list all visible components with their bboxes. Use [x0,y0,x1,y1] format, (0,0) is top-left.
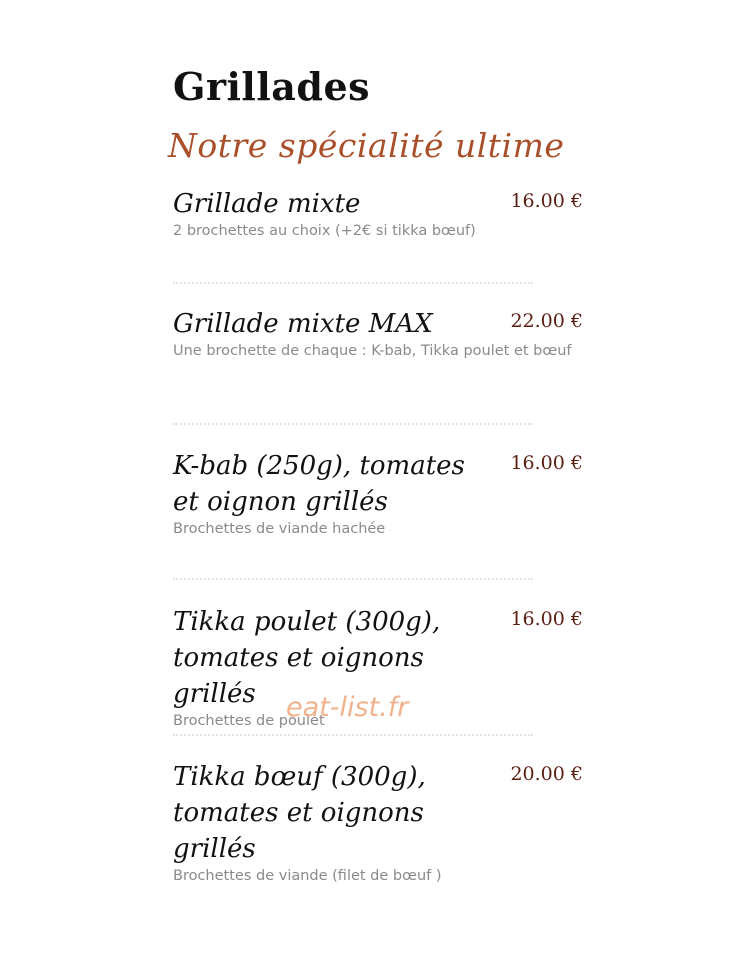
watermark: eat-list.fr [286,692,409,723]
section-title: Grillades [173,64,371,109]
section-subtitle: Notre spécialité ultime [168,126,565,165]
item-description: Brochettes de viande hachée [173,521,386,537]
item-description: 2 brochettes au choix (+2€ si tikka bœuf) [173,223,476,239]
item-description: Brochettes de viande (filet de bœuf ) [173,868,442,884]
divider [173,734,533,736]
menu-item [173,448,583,537]
item-name: Grillade mixte MAX [173,309,433,339]
item-name: K-bab (250g), tomates et oignon grillés [173,451,465,517]
item-price: 16.00 € [510,190,583,212]
item-name: Grillade mixte [173,189,361,219]
item-price: 22.00 € [510,310,583,332]
item-description: Brochettes de poulet [173,713,325,729]
menu-item [173,759,583,884]
item-name: Tikka bœuf (300g), tomates et oignons grillés [173,762,426,864]
divider [173,282,533,284]
item-price: 20.00 € [510,763,583,785]
menu-item [173,306,583,359]
divider [173,578,533,580]
menu-item [173,186,583,239]
item-price: 16.00 € [510,452,583,474]
item-name: Tikka poulet (300g), tomates et oignons grillés [173,607,441,709]
item-price: 16.00 € [510,608,583,630]
divider [173,423,533,425]
item-description: Une brochette de chaque : K-bab, Tikka poulet et bœuf [173,343,572,359]
